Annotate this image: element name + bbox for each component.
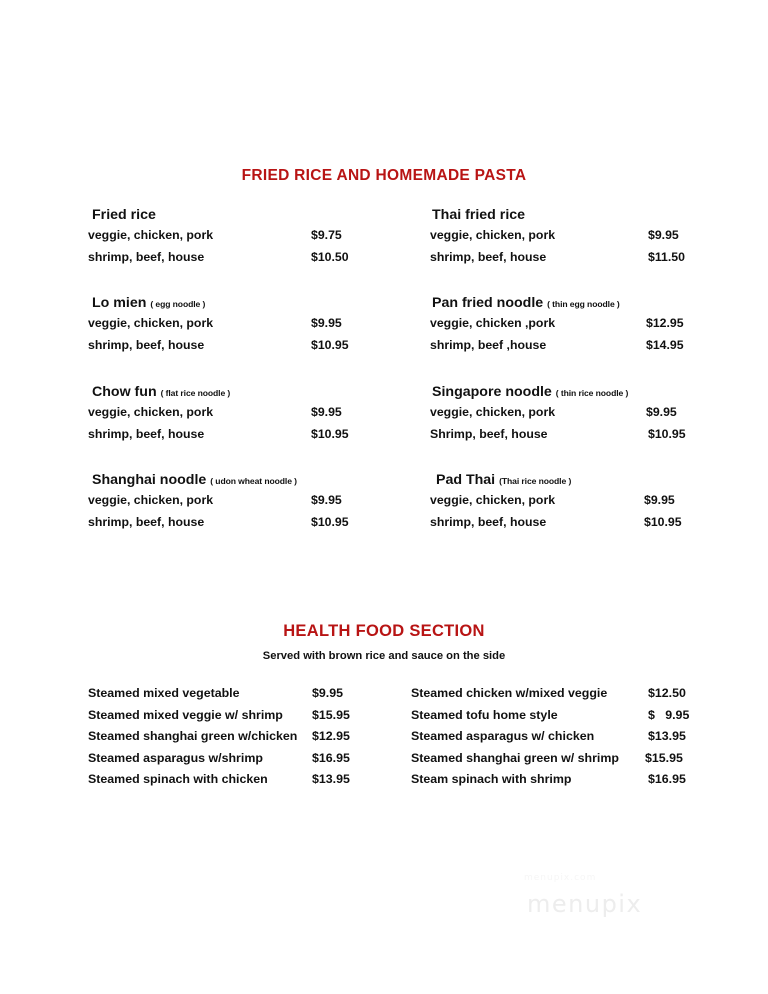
variant-name: shrimp, beef, house: [430, 250, 547, 265]
dish-name: [430, 296, 620, 310]
health-item-row: [411, 707, 690, 730]
dish-name: [88, 208, 156, 222]
health-item-row: [411, 772, 686, 794]
health-item-price: $9.95: [312, 686, 344, 700]
variant-name: shrimp, beef, house: [88, 515, 205, 530]
variant-row: [88, 228, 342, 250]
health-item-row: [411, 686, 686, 708]
dish-note-text: ( thin rice noodle ): [555, 388, 629, 398]
variant-price: $9.95: [646, 405, 677, 420]
variant-name: veggie, chicken, pork: [430, 228, 556, 243]
health-section-subtitle: Served with brown rice and sauce on the side: [262, 650, 506, 662]
variant-row: [88, 515, 349, 537]
variant-name: veggie, chicken, pork: [430, 493, 556, 508]
dish-block-lo-mien: [88, 295, 349, 360]
dish-name-text: Shanghai noodle: [92, 472, 207, 488]
health-item-name: Steamed spinach with chicken: [88, 772, 268, 786]
variant-price: $9.95: [648, 228, 679, 243]
variant-row: [88, 250, 349, 272]
variant-row: [430, 515, 682, 537]
dish-name-text: Chow fun: [92, 384, 157, 400]
health-item-price: $ 9.95: [648, 707, 690, 722]
dish-name-text: Singapore noodle: [432, 384, 552, 400]
dish-note-text: ( flat rice noodle ): [160, 388, 231, 398]
variant-row: [430, 316, 684, 338]
health-item-price: $15.95: [645, 750, 683, 765]
health-item-row: [411, 729, 686, 751]
dish-name-text: Fried rice: [92, 207, 156, 223]
variant-price: $11.50: [648, 250, 685, 265]
dish-name: [430, 385, 628, 399]
health-item-price: $12.95: [312, 729, 350, 743]
health-item-price: $15.95: [312, 707, 350, 722]
variant-row: [430, 250, 685, 272]
variant-row: [430, 338, 684, 360]
variant-price: $12.95: [646, 316, 684, 331]
variant-price: $10.95: [311, 338, 349, 353]
variant-price: $9.95: [311, 405, 342, 420]
variant-price: $9.95: [311, 316, 342, 331]
health-item-price: $16.95: [648, 772, 686, 786]
health-item-name: Steamed mixed veggie w/ shrimp: [88, 707, 283, 722]
watermark-sub-text: menupix.com: [524, 873, 597, 883]
dish-note-text: ( egg noodle ): [150, 299, 206, 309]
dish-note-text: (Thai rice noodle ): [499, 476, 572, 486]
variant-name: shrimp, beef, house: [88, 250, 205, 265]
health-item-row: [411, 750, 683, 773]
health-items-right-column: [411, 686, 690, 794]
variant-row: [430, 405, 677, 427]
health-item-name: Steamed shanghai green w/chicken: [88, 729, 298, 743]
dish-name: [88, 296, 205, 310]
health-item-name: Steam spinach with shrimp: [411, 772, 572, 786]
variant-name: shrimp, beef, house: [430, 515, 547, 530]
variant-name: shrimp, beef ,house: [430, 338, 547, 353]
variant-price: $10.95: [648, 427, 686, 442]
variant-price: $10.95: [311, 427, 349, 442]
variant-row: [88, 316, 342, 338]
dish-block-pan-fried-noodle: [430, 295, 684, 360]
variant-price: $10.95: [644, 515, 682, 530]
variant-row: [430, 228, 679, 250]
dish-name: [430, 208, 525, 222]
variant-row: [430, 427, 686, 449]
health-item-name: Steamed asparagus w/ chicken: [411, 729, 595, 743]
dish-block-shanghai-noodle: [88, 472, 349, 537]
health-item-price: $13.95: [312, 772, 350, 786]
health-item-price: $13.95: [648, 729, 686, 743]
dish-name: [88, 385, 230, 399]
dish-block-fried-rice: [88, 207, 349, 272]
dish-name-text: Pan fried noodle: [432, 295, 544, 311]
variant-price: $10.50: [311, 250, 349, 265]
variant-row: [88, 493, 342, 515]
health-item-price: $12.50: [648, 686, 686, 700]
variant-name: shrimp, beef, house: [88, 338, 205, 353]
dish-block-singapore-noodle: [430, 384, 686, 449]
variant-name: shrimp, beef, house: [88, 427, 205, 442]
health-item-name: Steamed mixed vegetable: [88, 686, 240, 700]
watermark-text: menupix: [527, 890, 643, 918]
dish-name-text: Thai fried rice: [432, 207, 526, 223]
health-item-name: Steamed tofu home style: [411, 707, 558, 722]
pasta-section-title: FRIED RICE AND HOMEMADE PASTA: [241, 167, 527, 184]
variant-price: $10.95: [311, 515, 349, 530]
variant-row: [430, 493, 675, 515]
variant-row: [88, 427, 349, 449]
variant-row: [88, 338, 349, 360]
health-item-name: Steamed asparagus w/shrimp: [88, 750, 263, 765]
variant-price: $14.95: [646, 338, 684, 353]
variant-name: veggie, chicken, pork: [88, 316, 214, 331]
health-item-price: $16.95: [312, 750, 350, 765]
dish-name: [430, 473, 571, 487]
dish-block-chow-fun: [88, 384, 349, 449]
variant-price: $9.95: [311, 493, 342, 508]
dish-note-text: ( udon wheat noodle ): [210, 476, 297, 486]
dish-name: [88, 473, 297, 487]
dish-block-thai-fried-rice: [430, 207, 685, 272]
variant-price: $9.75: [311, 228, 342, 243]
variant-name: veggie, chicken, pork: [88, 405, 214, 420]
dish-name-text: Lo mien: [92, 295, 147, 311]
variant-row: [88, 405, 342, 427]
health-item-name: Steamed shanghai green w/ shrimp: [411, 750, 619, 765]
variant-name: veggie, chicken, pork: [430, 405, 556, 420]
variant-name: veggie, chicken, pork: [88, 228, 214, 243]
variant-name: Shrimp, beef, house: [430, 427, 548, 442]
health-section-title: HEALTH FOOD SECTION: [283, 622, 485, 640]
health-item-name: Steamed chicken w/mixed veggie: [411, 686, 608, 700]
variant-name: veggie, chicken, pork: [88, 493, 214, 508]
dish-block-pad-thai: [430, 472, 682, 537]
dish-name-text: Pad Thai: [436, 472, 496, 488]
variant-price: $9.95: [644, 493, 675, 508]
dish-note-text: ( thin egg noodle ): [547, 299, 620, 309]
variant-name: veggie, chicken ,pork: [430, 316, 556, 331]
